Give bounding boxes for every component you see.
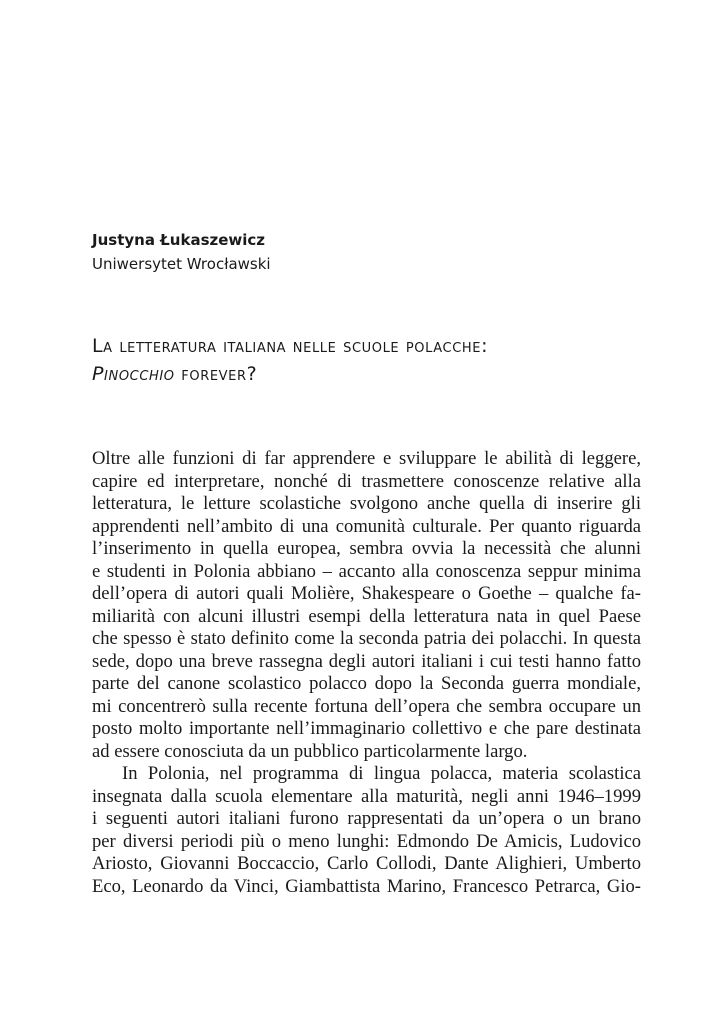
text-line: Eco, Leonardo da Vinci, Giambattista Marino, Francesco Petrarca, Gio- <box>92 875 641 897</box>
title-line-1: La letteratura italiana nelle scuole polacche: <box>92 335 489 357</box>
text-line: miliarità con alcuni illustri esempi della letteratura nata in quel Paese <box>92 605 641 627</box>
paragraph-2 <box>92 763 641 898</box>
text-line: parte del canone scolastico polacco dopo la Seconda guerra mondiale, <box>92 673 641 694</box>
text-line: letteratura, le letture scolastiche svolgono anche quella di inserire gli <box>92 493 641 514</box>
text-line: Ariosto, Giovanni Boccaccio, Carlo Collodi, Dante Alighieri, Umberto <box>92 853 641 874</box>
text-line: per diversi periodi più o meno lunghi: Edmondo De Amicis, Ludovico <box>92 830 641 852</box>
text-line: posto molto importante nell’immaginario collettivo e che pare destinata <box>92 718 641 739</box>
author-name: Justyna Łukaszewicz <box>92 231 266 249</box>
article-title <box>92 332 652 388</box>
body-text <box>92 448 641 898</box>
text-line: l’inserimento in quella europea, sembra ovvia la necessità che alunni <box>92 538 641 559</box>
paragraph-1 <box>92 448 641 763</box>
text-line: mi concentrerò sulla recente fortuna dell’opera che sembra occupare un <box>92 695 641 717</box>
text-line: e studenti in Polonia abbiano – accanto alla conoscenza seppur minima <box>92 560 641 582</box>
author-affiliation: Uniwersytet Wrocławski <box>92 255 271 273</box>
text-line: In Polonia, nel programma di lingua polacca, materia scolastica <box>122 763 641 784</box>
text-line: i seguenti autori italiani furono rappresentati da un’opera o un brano <box>92 808 641 829</box>
text-line: apprendenti nell’ambito di una comunità culturale. Per quanto riguarda <box>92 515 641 537</box>
text-line: dell’opera di autori quali Molière, Shakespeare o Goethe – qualche fa- <box>92 583 641 604</box>
text-line: capire ed interpretare, nonché di trasmettere conoscenze relative alla <box>92 470 641 492</box>
text-line: ad essere conosciuta da un pubblico particolarmente largo. <box>92 740 528 762</box>
text-line: che spesso è stato definito come la seconda patria dei polacchi. In questa <box>92 628 641 649</box>
title-line-2 <box>92 360 652 388</box>
title-line-2-rest: forever? <box>174 363 258 385</box>
text-line: Oltre alle funzioni di far apprendere e sviluppare le abilità di leggere, <box>92 448 641 469</box>
author-block <box>92 228 271 276</box>
text-line: sede, dopo una breve rassegna degli autori italiani i cui testi hanno fatto <box>92 650 641 672</box>
text-line: insegnata dalla scuola elementare alla maturità, negli anni 1946–1999 <box>92 785 641 807</box>
title-italic-word: Pinocchio <box>92 363 175 385</box>
